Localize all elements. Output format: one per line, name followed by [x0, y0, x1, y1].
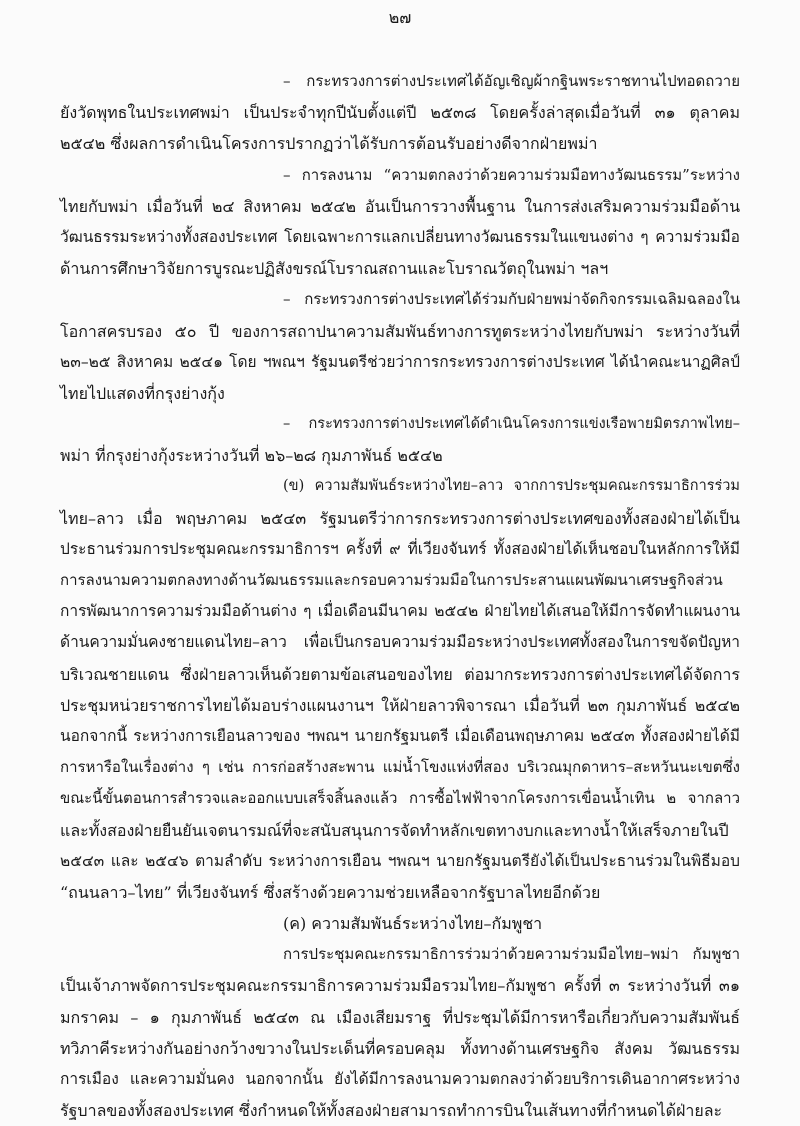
text-line: วัฒนธรรมระหว่างทั้งสองประเทศ โดยเฉพาะการแลกเปลี่ยนทางวัฒนธรรมในแขนงต่าง ๆ ความร่วมมือ: [60, 227, 740, 246]
text-line: และทั้งสองฝ่ายยืนยันเจตนารมณ์ที่จะสนับสนุนการจัดทำหลักเขตทางบกและทางน้ำให้เสร็จภายในปี: [60, 820, 729, 840]
page-number: ๒๗: [388, 8, 412, 27]
text-line: ทวิภาคีระหว่างกันอย่างกว้างขวางในประเด็นที่ครอบคลุม ทั้งทางด้านเศรษฐกิจ สังคม วัฒนธรรม: [60, 1038, 740, 1058]
text-line: “ถนนลาว–ไทย” ที่เวียงจันทร์ ซึ่งสร้างด้วยความช่วยเหลือจากรัฐบาลไทยอีกด้วย: [60, 882, 601, 902]
text-line: – การลงนาม “ความตกลงว่าด้วยความร่วมมือทางวัฒนธรรม”ระหว่าง: [283, 165, 740, 184]
text-line: (ข) ความสัมพันธ์ระหว่างไทย–ลาว จากการประชุมคณะกรรมาธิการร่วม: [283, 478, 740, 495]
text-line: การเมือง และความมั่นคง นอกจากนั้น ยังได้มีการลงนามความตกลงว่าด้วยบริการเดินอากาศระหว่าง: [60, 1070, 740, 1088]
paragraph: [0, 160, 800, 285]
text-line: บริเวณชายแดน ซึ่งฝ่ายลาวเห็นด้วยตามข้อเสนอของไทย ต่อมากระทรวงการต่างประเทศได้จัดการ: [60, 664, 740, 684]
paragraph: [0, 284, 800, 409]
text-line: มกราคม – ๑ กุมภาพันธ์ ๒๕๔๓ ณ เมืองเสียมราฐ ที่ประชุมได้มีการหารือเกี่ยวกับความสัมพันธ์: [60, 1007, 740, 1027]
text-line: ขณะนี้ขั้นตอนการสำรวจและออกแบบเสร็จสิ้นลงแล้ว การซื้อไฟฟ้าจากโครงการเขื่อนน้ำเทิน ๒ จากลาว: [60, 789, 740, 808]
paragraph: [0, 471, 800, 908]
text-line: ยังวัดพุทธในประเทศพม่า เป็นประจำทุกปีนับตั้งแต่ปี ๒๕๓๘ โดยครั้งล่าสุดเมื่อวันที่ ๓๑ ตุลาคม: [60, 103, 740, 123]
text-line: การพัฒนาการความร่วมมือด้านต่าง ๆ เมื่อเดือนมีนาคม ๒๕๔๒ ฝ่ายไทยได้เสนอให้มีการจัดทำแผนงาน: [60, 602, 740, 621]
text-line: ด้านการศึกษาวิจัยการบูรณะปฏิสังขรณ์โบราณสถานและโบราณวัตถุในพม่า ฯลฯ: [60, 259, 609, 279]
text-line: รัฐบาลของทั้งสองประเทศ ซึ่งกำหนดให้ทั้งสองฝ่ายสามารถทำการบินในเส้นทางที่กำหนดได้ฝ่ายละ: [60, 1101, 723, 1121]
text-line: ไทย–ลาว เมื่อ พฤษภาคม ๒๕๔๓ รัฐมนตรีว่าการกระทรวงการต่างประเทศของทั้งสองฝ่ายได้เป็น: [60, 508, 740, 528]
paragraph: [0, 409, 800, 471]
text-line: – กระทรวงการต่างประเทศได้ร่วมกับฝ่ายพม่าจัดกิจกรรมเฉลิมฉลองใน: [283, 290, 740, 309]
text-line: (ค) ความสัมพันธ์ระหว่างไทย–กัมพูชา: [283, 914, 543, 934]
text-line: – กระทรวงการต่างประเทศได้ดำเนินโครงการแข่งเรือพายมิตรภาพไทย–: [283, 416, 740, 433]
text-line: ๒๕๔๒ ซึ่งผลการดำเนินโครงการปรากฏว่าได้รับการต้อนรับอย่างดีจากฝ่ายพม่า: [60, 134, 598, 154]
text-line: การประชุมคณะกรรมาธิการร่วมว่าด้วยความร่วมมือไทย–พม่า กัมพูชา: [283, 945, 740, 964]
text-line: ๒๕๔๓ และ ๒๕๔๖ ตามลำดับ ระหว่างการเยือน ฯพณฯ นายกรัฐมนตรียังได้เป็นประธานร่วมในพิธีมอบ: [60, 851, 740, 870]
paragraph: [0, 66, 800, 160]
paragraph: [0, 908, 800, 939]
text-line: ไทยกับพม่า เมื่อวันที่ ๒๔ สิงหาคม ๒๕๔๒ อันเป็นการวางพื้นฐาน ในการส่งเสริมความร่วมมือด้าน: [60, 196, 740, 216]
text-line: ๒๓–๒๕ สิงหาคม ๒๕๔๑ โดย ฯพณฯ รัฐมนตรีช่วยว่าการกระทรวงการต่างประเทศ ได้นำคณะนาฏศิลป์: [60, 352, 740, 371]
text-line: ไทยไปแสดงที่กรุงย่างกุ้ง: [60, 383, 225, 403]
text-line: การหารือในเรื่องต่าง ๆ เช่น การก่อสร้างสะพาน แม่น้ำโขงแห่งที่สอง บริเวณมุกดาหาร–สะหวันนะเขตซึ่ง: [60, 758, 740, 777]
text-line: ประชุมหน่วยราชการไทยได้มอบร่างแผนงานฯ ให้ฝ่ายลาวพิจารณา เมื่อวันที่ ๒๓ กุมภาพันธ์ ๒๕๔๒: [60, 695, 740, 715]
text-line: เป็นเจ้าภาพจัดการประชุมคณะกรรมาธิการความร่วมมือรวมไทย–กัมพูชา ครั้งที่ ๓ ระหว่างวันที่ ๓๑: [60, 976, 740, 996]
text-line: นอกจากนี้ ระหว่างการเยือนลาวของ ฯพณฯ นายกรัฐมนตรี เมื่อเดือนพฤษภาคม ๒๕๔๓ ทั้งสองฝ่ายได้มี: [60, 726, 740, 745]
text-line: – กระทรวงการต่างประเทศได้อัญเชิญผ้ากฐินพระราชทานไปทอดถวาย: [283, 72, 740, 90]
text-line: ประธานร่วมการประชุมคณะกรรมาธิการฯ ครั้งที่ ๙ ที่เวียงจันทร์ ทั้งสองฝ่ายได้เห็นชอบในหลักการให้มี: [60, 539, 740, 558]
text-line: พม่า ที่กรุงย่างกุ้งระหว่างวันที่ ๒๖–๒๘ กุมภาพันธ์ ๒๕๔๒: [60, 446, 443, 466]
text-line: ด้านความมั่นคงชายแดนไทย–ลาว เพื่อเป็นกรอบความร่วมมือระหว่างประเทศทั้งสองในการขจัดปัญหา: [60, 633, 740, 652]
text-line: การลงนามความตกลงทางด้านวัฒนธรรมและกรอบความร่วมมือในการประสานแผนพัฒนาเศรษฐกิจส่วน: [60, 571, 723, 589]
paragraph: [0, 939, 800, 1126]
text-line: โอกาสครบรอง ๕๐ ปี ของการสถาปนาความสัมพันธ์ทางการทูตระหว่างไทยกับพม่า ระหว่างวันที่: [60, 321, 740, 341]
document-body: [0, 66, 800, 1126]
